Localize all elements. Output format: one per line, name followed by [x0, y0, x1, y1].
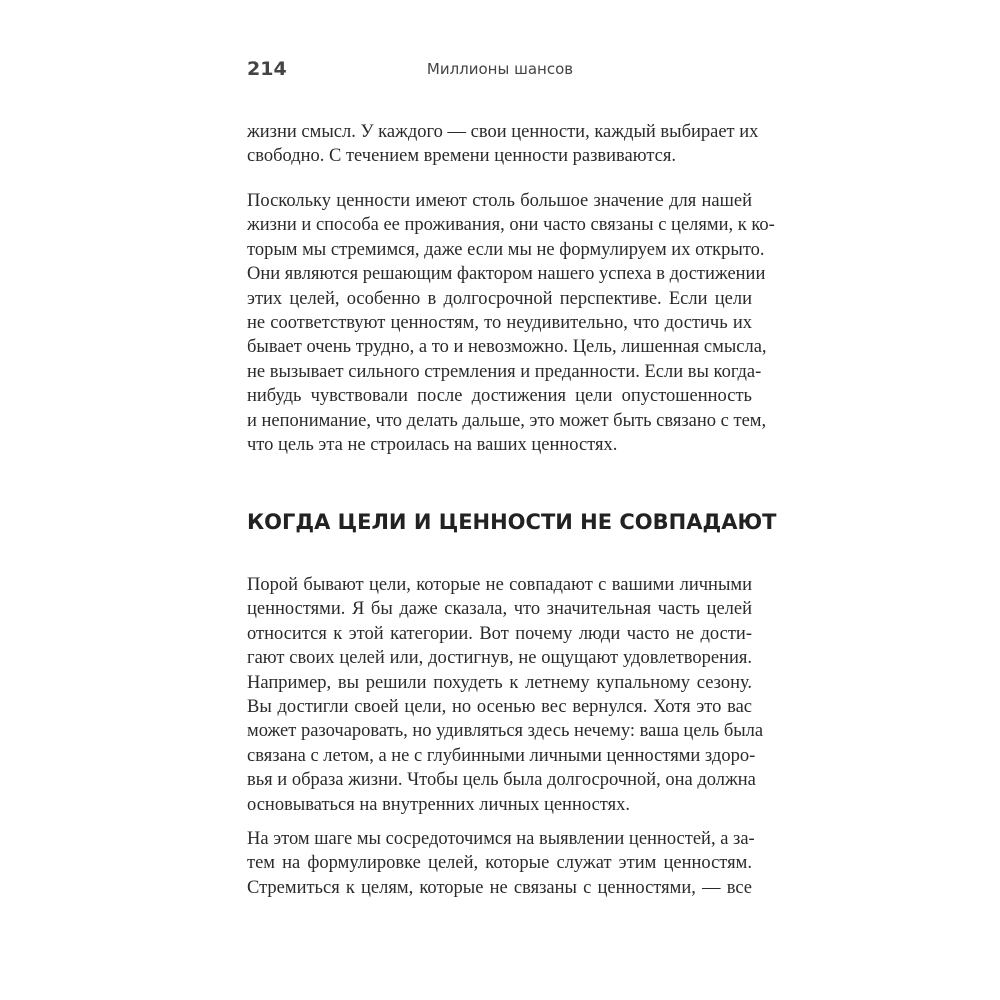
text-line: Они являются решающим фактором нашего успеха в достижении: [247, 264, 766, 285]
text-line: ценностями. Я бы даже сказала, что значительная часть целей: [247, 599, 752, 620]
text-line: этих целей, особенно в долгосрочной перспективе. Если цели: [247, 288, 752, 309]
paragraph: [247, 189, 775, 457]
running-header-title: Миллионы шансов: [426, 60, 574, 78]
text-line: не соответствуют ценностям, то неудивительно, что достичь их: [247, 312, 752, 333]
text-line: может разочаровать, но удивляться здесь нечему: ваша цель была: [247, 721, 764, 742]
text-line: не вызывает сильного стремления и преданности. Если вы когда-: [247, 361, 762, 382]
text-line: что цель эта не строилась на ваших ценностях.: [247, 434, 618, 455]
section-heading: КОГДА ЦЕЛИ И ЦЕННОСТИ НЕ СОВПАДАЮТ: [247, 510, 777, 534]
text-line: жизни смысл. У каждого — свои ценности, каждый выбирает их: [247, 122, 759, 142]
text-line: свободно. С течением времени ценности развиваются.: [247, 146, 676, 167]
text-line: связана с летом, а не с глубинными личными ценностями здоро-: [247, 745, 756, 766]
text-line: Поскольку ценности имеют столь большое значение для нашей: [247, 191, 752, 211]
text-line: нибудь чувствовали после достижения цели опустошенность: [247, 386, 752, 407]
text-line: торым мы стремимся, даже если мы не формулируем их открыто.: [247, 239, 765, 260]
text-line: Стремиться к целям, которые не связаны с ценностями, — все: [247, 877, 752, 898]
paragraph: [247, 120, 759, 169]
text-line: бывает очень трудно, а то и невозможно. Цель, лишенная смысла,: [247, 337, 767, 358]
text-line: вья и образа жизни. Чтобы цель была долгосрочной, она должна: [247, 770, 756, 791]
paragraph: [247, 573, 764, 817]
paragraph: [247, 827, 755, 900]
page-number: 214: [247, 58, 287, 80]
text-line: жизни и способа ее проживания, они часто связаны с целями, к ко-: [247, 215, 775, 236]
text-line: и непонимание, что делать дальше, это может быть связано с тем,: [247, 410, 767, 431]
text-line: основываться на внутренних личных ценностях.: [247, 794, 630, 815]
text-line: относится к этой категории. Вот почему люди часто не дости-: [247, 623, 752, 644]
text-line: гают своих целей или, достигнув, не ощущают удовлетворения.: [247, 648, 752, 669]
text-line: тем на формулировке целей, которые служат этим ценностям.: [247, 853, 752, 874]
text-line: Порой бывают цели, которые не совпадают с вашими личными: [247, 575, 752, 595]
text-line: Вы достигли своей цели, но осенью вес вернулся. Хотя это вас: [247, 696, 752, 717]
text-line: На этом шаге мы сосредоточимся на выявлении ценностей, а за-: [247, 829, 755, 849]
text-line: Например, вы решили похудеть к летнему купальному сезону.: [247, 672, 752, 693]
